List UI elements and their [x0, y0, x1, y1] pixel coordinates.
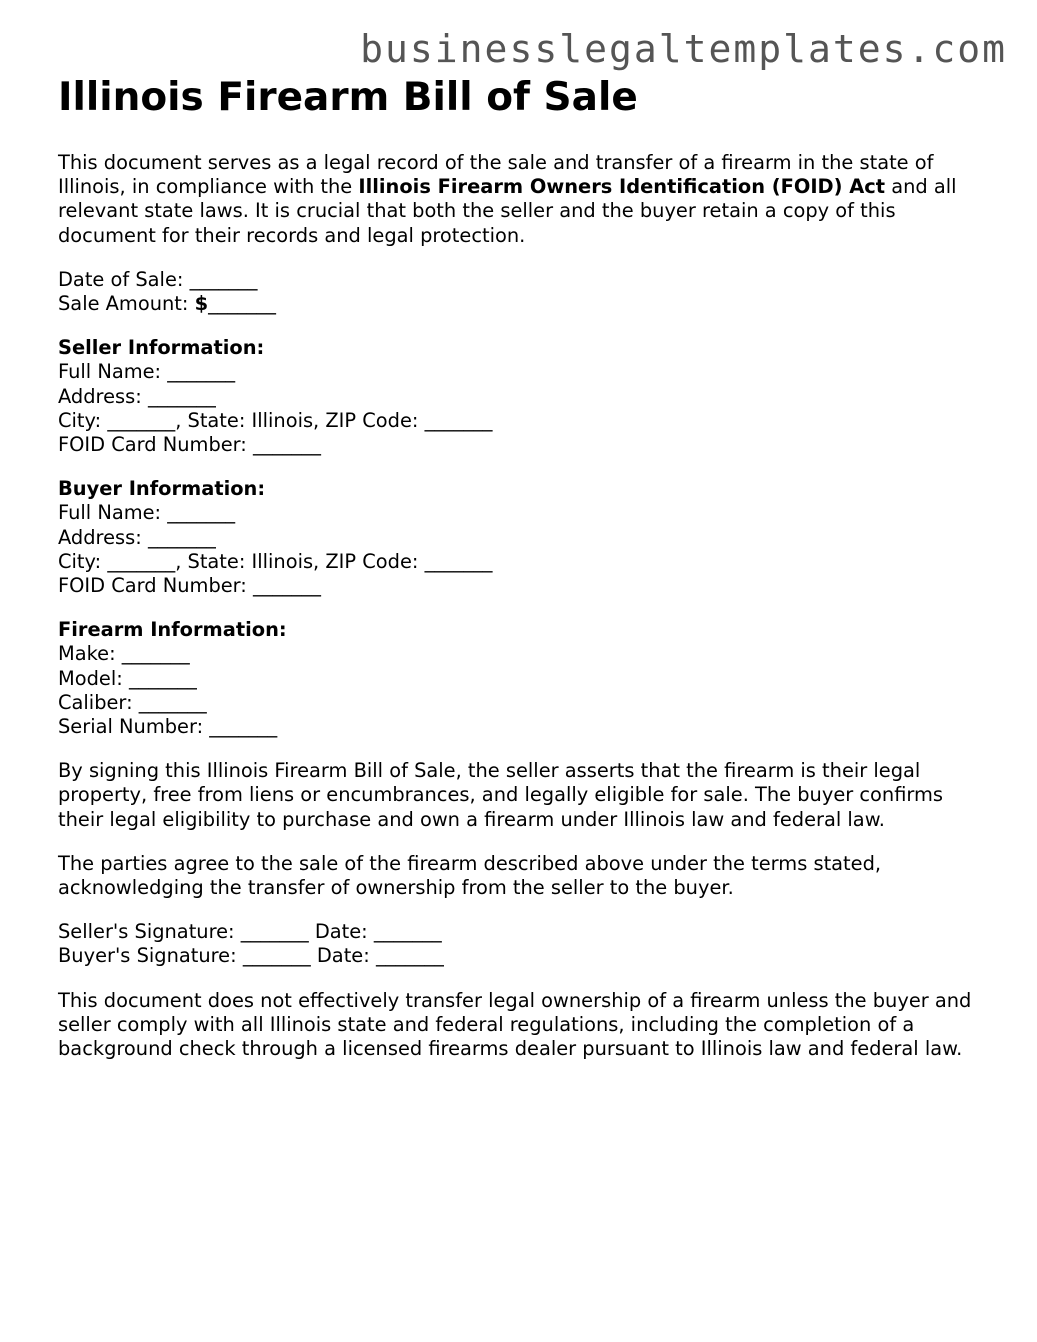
seller-foid-label: FOID Card Number:	[58, 433, 247, 457]
buyer-city-blank: _______	[107, 549, 176, 573]
seller-address-field	[58, 385, 988, 409]
seller-signature-line	[58, 920, 988, 944]
buyer-signature-label: Buyer's Signature:	[58, 944, 237, 968]
firearm-section-title: Firearm Information:	[58, 618, 287, 642]
seller-full-name-field	[58, 360, 988, 384]
watermark: businesslegaltemplates.com	[360, 27, 1007, 71]
seller-city-blank: _______	[107, 408, 176, 432]
signature-section	[58, 920, 988, 968]
sale-details	[58, 268, 988, 316]
buyer-city-label: City:	[58, 549, 102, 573]
buyer-full-name-blank: _______	[167, 501, 236, 525]
seller-full-name-label: Full Name:	[58, 360, 162, 384]
buyer-signature-blank: _______	[242, 944, 311, 968]
seller-foid-blank: _______	[253, 433, 321, 457]
buyer-section	[58, 477, 988, 598]
date-of-sale-field	[58, 268, 988, 292]
document-body	[58, 75, 988, 1061]
seller-section	[58, 336, 988, 457]
seller-signature-label: Seller's Signature:	[58, 920, 235, 944]
firearm-serial-field	[58, 715, 988, 739]
buyer-foid-blank: _______	[253, 574, 321, 598]
seller-section-title: Seller Information:	[58, 336, 265, 360]
seller-foid-field	[58, 433, 988, 457]
seller-address-label: Address:	[58, 384, 142, 408]
disclaimer-paragraph: This document does not effectively transfer legal ownership of a firearm unless the buyer and seller comply with all Illinois state and federal regulations, including the completion of a background check through a licensed firearms dealer pursuant to Illinois law and federal law.	[58, 988, 972, 1061]
buyer-signature-line	[58, 944, 988, 968]
firearm-section	[58, 618, 988, 739]
seller-date-label: Date:	[314, 920, 368, 944]
intro-paragraph	[58, 151, 988, 248]
firearm-caliber-blank: _______	[138, 690, 207, 714]
firearm-caliber-label: Caliber:	[58, 690, 133, 714]
seller-state-zip-label: , State: Illinois, ZIP Code:	[175, 408, 419, 432]
intro-text-end: and all relevant state laws. It is crucial that both the seller and the buyer retain a copy of this document for their records and legal protection.	[58, 175, 957, 247]
buyer-address-label: Address:	[58, 525, 142, 549]
sale-amount-blank: _______	[208, 292, 276, 316]
firearm-model-label: Model:	[58, 666, 123, 690]
seller-full-name-blank: _______	[167, 360, 236, 384]
seller-address-blank: _______	[147, 384, 216, 408]
buyer-address-field	[58, 526, 988, 550]
buyer-date-blank: _______	[375, 944, 444, 968]
seller-city-field	[58, 409, 988, 433]
buyer-section-title: Buyer Information:	[58, 477, 266, 501]
sale-amount-field	[58, 292, 988, 316]
buyer-city-field	[58, 550, 988, 574]
firearm-model-blank: _______	[128, 666, 197, 690]
intro-act-name: Illinois Firearm Owners Identification (FOID) Act	[358, 175, 886, 199]
firearm-make-field	[58, 642, 988, 666]
seller-zip-blank: _______	[424, 408, 493, 432]
seller-city-label: City:	[58, 408, 102, 432]
seller-date-blank: _______	[373, 920, 442, 944]
buyer-foid-label: FOID Card Number:	[58, 574, 247, 598]
sale-amount-label: Sale Amount:	[58, 292, 189, 316]
page-title: Illinois Firearm Bill of Sale	[58, 75, 638, 120]
buyer-zip-blank: _______	[424, 549, 493, 573]
buyer-state-zip-label: , State: Illinois, ZIP Code:	[175, 549, 419, 573]
date-of-sale-label: Date of Sale:	[58, 267, 184, 291]
agreement-paragraph: The parties agree to the sale of the firearm described above under the terms stated, acknowledging the transfer of ownership from the seller to the buyer.	[58, 851, 882, 900]
seller-signature-blank: _______	[240, 920, 309, 944]
firearm-model-field	[58, 667, 988, 691]
buyer-full-name-label: Full Name:	[58, 501, 162, 525]
date-of-sale-blank: _______	[189, 267, 258, 291]
firearm-serial-blank: _______	[209, 715, 278, 739]
buyer-full-name-field	[58, 501, 988, 525]
intro-text-start: This document serves as a legal record of the sale and transfer of a firearm in the state of Illinois, in compliance with the	[58, 151, 934, 199]
buyer-date-label: Date:	[316, 944, 370, 968]
sale-amount-currency: $	[194, 292, 209, 316]
firearm-make-blank: _______	[121, 642, 190, 666]
buyer-address-blank: _______	[147, 525, 216, 549]
firearm-serial-label: Serial Number:	[58, 715, 204, 739]
firearm-caliber-field	[58, 691, 988, 715]
assertion-paragraph: By signing this Illinois Firearm Bill of Sale, the seller asserts that the firearm is their legal property, free from liens or encumbrances, and legally eligible for sale. The buyer confirms their legal eligibility to purchase and own a firearm under Illinois law and federal law.	[58, 759, 944, 831]
buyer-foid-field	[58, 574, 988, 598]
firearm-make-label: Make:	[58, 642, 116, 666]
